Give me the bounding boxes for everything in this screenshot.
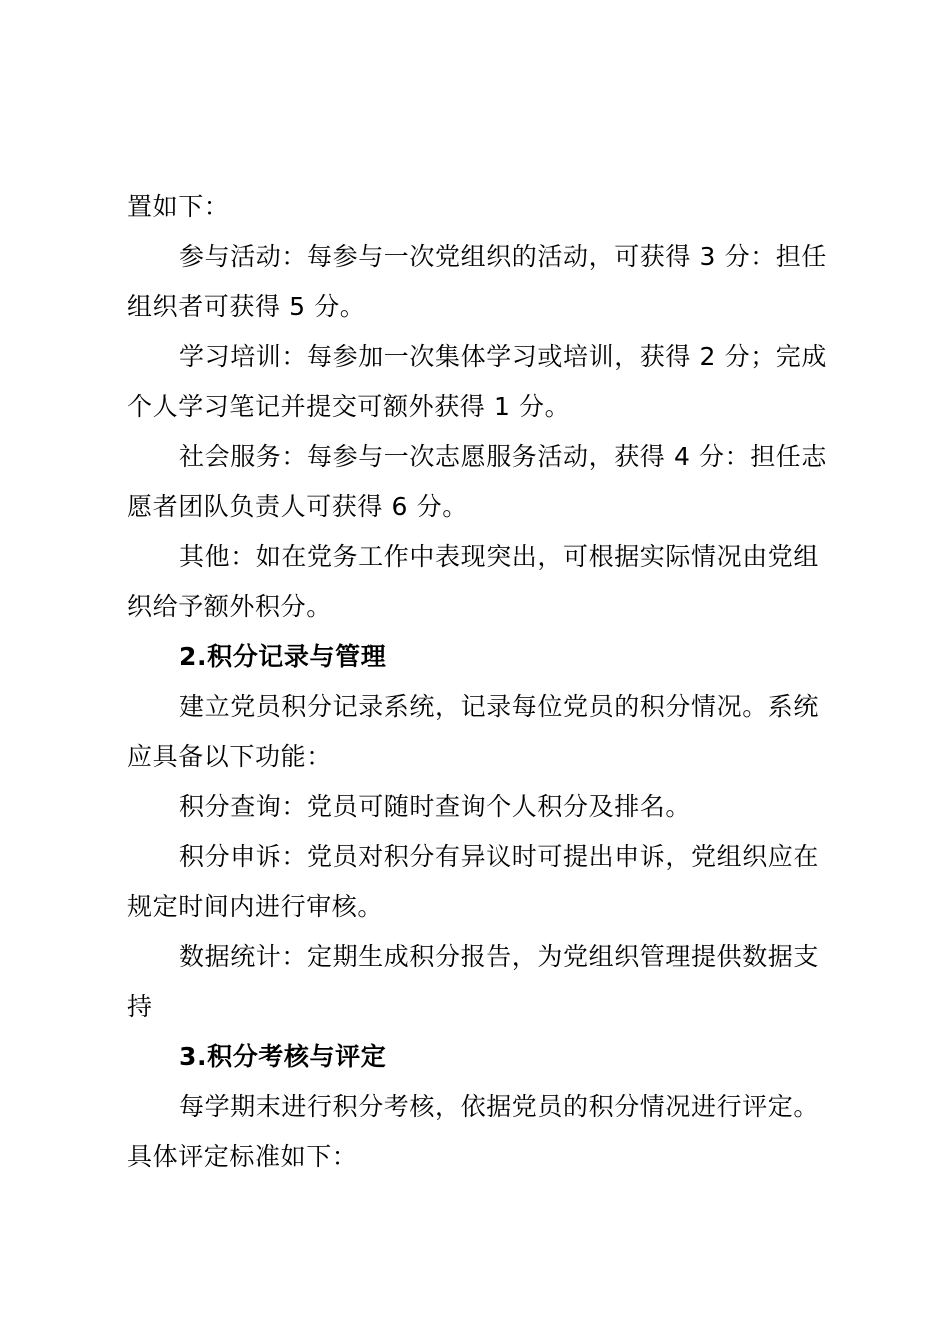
section-heading-assessment: 3.积分考核与评定	[179, 1042, 387, 1071]
paragraph-study-points: 学习培训：每参加一次集体学习或培训，获得 2 分；完成个人学习笔记并提交可额外获得 1 分。	[127, 342, 828, 421]
paragraph-points-appeal: 积分申诉：党员对积分有异议时可提出申诉，党组织应在规定时间内进行审核。	[127, 842, 820, 921]
continuation-paragraph: 置如下：	[127, 192, 230, 221]
paragraph-service-points: 社会服务：每参与一次志愿服务活动，获得 4 分：担任志愿者团队负责人可获得 6 分。	[127, 442, 828, 521]
paragraph-data-statistics: 数据统计：定期生成积分报告，为党组织管理提供数据支持	[127, 942, 820, 1021]
section-heading-record-management: 2.积分记录与管理	[179, 642, 387, 671]
document-body	[127, 182, 833, 1182]
paragraph-activity-points: 参与活动：每参与一次党组织的活动，可获得 3 分：担任组织者可获得 5 分。	[127, 242, 828, 321]
paragraph-other-points: 其他：如在党务工作中表现突出，可根据实际情况由党组织给予额外积分。	[127, 542, 820, 621]
paragraph-assessment: 每学期末进行积分考核，依据党员的积分情况进行评定。具体评定标准如下：	[127, 1092, 820, 1171]
paragraph-record-system: 建立党员积分记录系统，记录每位党员的积分情况。系统应具备以下功能：	[127, 692, 820, 771]
paragraph-points-query: 积分查询：党员可随时查询个人积分及排名。	[179, 792, 692, 821]
